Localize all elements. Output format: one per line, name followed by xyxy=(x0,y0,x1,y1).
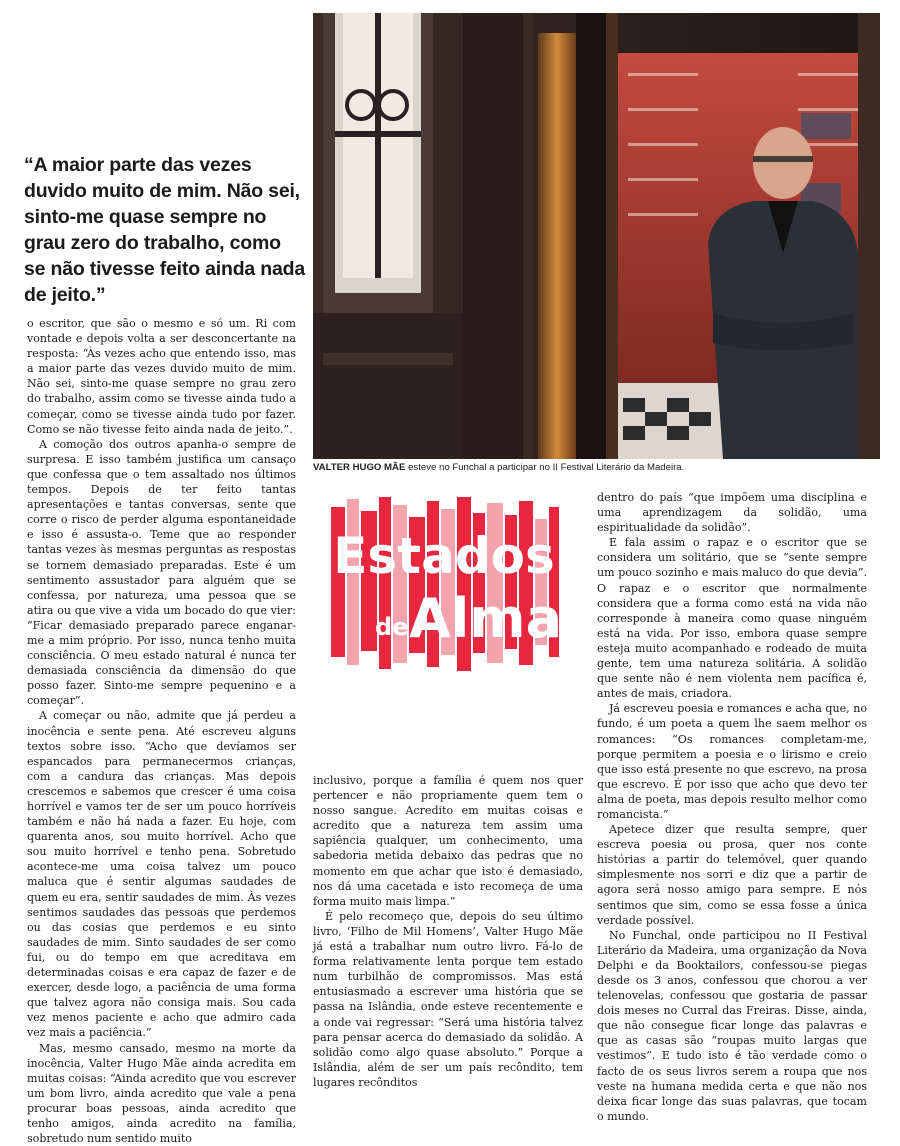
article-column-3 xyxy=(597,490,867,1058)
paragraph: No Funchal, onde participou no II Festival Literário da Madeira, uma organização da Nova Delphi e da Booktailors, confessou-se piegas desde os 3 anos, confessou que chorou a ver telenovelas, confessou que gostaria de passar dois meses no Curral das Freiras. Disse, ainda, que não consegue ficar longe das palavras e que as casas são “roupas muito largas que vestimos”. E tudo isto é tão verdade como o facto de os seus livros serem a roupa que nos veste na humana medida certa e que não nos deixa ficar longe das suas palavras, que tocam o mundo. xyxy=(597,928,867,1124)
paragraph: A começar ou não, admite que já perdeu a inocência e sente pena. Até escreveu alguns textos sobre isso. “Acho que devíamos ser espancados para permanecermos crianças, com a candura das crianças. Mas depois crescemos e sabemos que crescer é uma coisa horrível e vamos ter de ser um pouco horríveis também e não há nada a fazer. Eu hoje, com quarenta anos, sou muito horrível. Acho que sou muito horrível e tenho pena. Sobretudo acontece-me uma coisa talvez um pouco maluca que é sentir algumas saudades de quem eu era, sentir saudades de mim. Às vezes sentimos saudades das pessoas que perdemos ou das cosias que perdemos e eu sinto saudades de mim. Sinto saudades de ser como fui, ou do tempo em que acreditava em determinadas coisas e era capaz de fazer e de exercer, desde logo, a paciência de uma forma que talvez agora não consiga mais. Sou cada vez menos paciente e acho que admiro cada vez mais a paciência.” xyxy=(27,708,296,1040)
author-photo xyxy=(313,13,880,459)
article-column-2 xyxy=(313,773,583,1058)
paragraph: o escritor, que são o mesmo e só um. Ri com vontade e depois volta a ser desconcertante na resposta: “Às vezes acho que entendo isso, mas a maior parte das vezes duvido muito de mim. Não sei, sinto-me quase sempre no grau zero do trabalho, assim como se tivesse ainda tudo a começar, como se tivesse ainda tudo por fazer. Como se não tivesse feito ainda nada de jeito.”. xyxy=(27,316,296,437)
caption-text: esteve no Funchal a participar no II Festival Literário da Madeira. xyxy=(408,462,684,473)
section-logo-graphic xyxy=(327,497,561,673)
photo-caption xyxy=(313,462,880,473)
paragraph: E fala assim o rapaz e o escritor que se considera um solitário, que se “sente sempre um pouco sozinho e mais maluco do que devia”. O rapaz e o escritor que normalmente considera que a forma como está na vida não corresponde à maneira como quase ninguém está na vida. Por isso, embora quase sempre esteja muito acompanhado e rodeado de muita gente, tem uma natureza solitária. A solidão que sente não é nem violenta nem pacífica é, antes de mais, criadora. xyxy=(597,535,867,701)
caption-name: VALTER HUGO MÃE xyxy=(313,462,405,473)
logo-word-de: de xyxy=(375,613,408,641)
paragraph: inclusivo, porque a família é quem nos quer pertencer e não propriamente quem tem o nosso sangue. Acredito em muitas coisas e acredito que a natureza tem assim uma sapiência qualquer, um conhecimento, uma sabedoria metida debaixo das pedras que no momento em que achar que isto é demasiado, nos dá uma cacetada e isto recomeça de uma forma muito mais limpa.” xyxy=(313,773,583,909)
paragraph: Apetece dizer que resulta sempre, quer escreva poesia ou prosa, quer nos conte histórias a partir do telemóvel, quer quando simplesmente nos sorri e diz que a partir de agora será nosso amigo para sempre. E nós sentimos que sim, como se essa fosse a única verdade possível. xyxy=(597,822,867,928)
paragraph: Já escreveu poesia e romances e acha que, no fundo, é um poeta a quem lhe saem melhor os romances: “Os romances completam-me, porque permitem a poesia e o lirismo e creio que isso está presente no que escrevo, na prosa que escrevo. É por isso que acho que devo ter alma de poeta, mas depois resulto melhor como romancista.” xyxy=(597,701,867,822)
logo-word-estados: Estados xyxy=(333,527,554,585)
paragraph: Mas, mesmo cansado, mesmo na morte da inocência, Valter Hugo Mãe ainda acredita em muitas coisas: “Ainda acredito que vou escrever um bom livro, ainda acredito que vale a pena procurar boas pessoas, ainda acredito que tenho amigos, ainda acredito na família, sobretudo num sentido muito xyxy=(27,1041,296,1146)
photo-illustration xyxy=(313,13,880,459)
logo-word-alma: Alma xyxy=(409,587,562,650)
section-logo xyxy=(327,497,561,673)
pull-quote: “A maior parte das vezes duvido muito de mim. Não sei, sinto-me quase sempre no grau zero do trabalho, como se não tivesse feito ainda nada de jeito.” xyxy=(24,152,306,308)
paragraph: dentro do país “que impõem uma disciplina e uma aprendizagem da solidão, uma espiritualidade da solidão”. xyxy=(597,490,867,535)
paragraph: A comoção dos outros apanha-o sempre de surpresa. E isso também justifica um cansaço que confessa que o tem assaltado nos últimos tempos. Depois de ter feito tantas apresentações e tantas conversas, sente que corre o risco de perder alguma espontaneidade e isso é assusta-o. Teme que ao responder tantas vezes às mesmas perguntas as respostas se tornem demasiado preparadas. Este é um sentimento assustador para alguém que se confessa, por natureza, uma pessoa que se atira ou que vive a vida um bocado do que vier: “Ficar demasiado preparado parece enganar-me a mim próprio. Por isso, nunca tenho muita consciência. O meu estado natural é nunca ter demasiada consciência da dimensão do que posso fazer. Sinto-me sempre pequenino e a começar”. xyxy=(27,437,296,709)
article-column-1 xyxy=(27,316,296,1058)
paragraph: É pelo recomeço que, depois do seu último livro, ‘Filho de Mil Homens’, Valter Hugo Mãe já está a trabalhar num outro livro. Fá-lo de forma relativamente lenta porque tem estado num turbilhão de compromissos. Mas está entusiasmado a escrever uma história que se passa na Islândia, onde esteve recentemente e a onde vai regressar: “Será uma história talvez para pensar acerca do demasiado da solidão. A solidão como algo quase absoluto.” Porque a Islândia, além de ser um país recôndito, tem lugares recônditos xyxy=(313,909,583,1090)
